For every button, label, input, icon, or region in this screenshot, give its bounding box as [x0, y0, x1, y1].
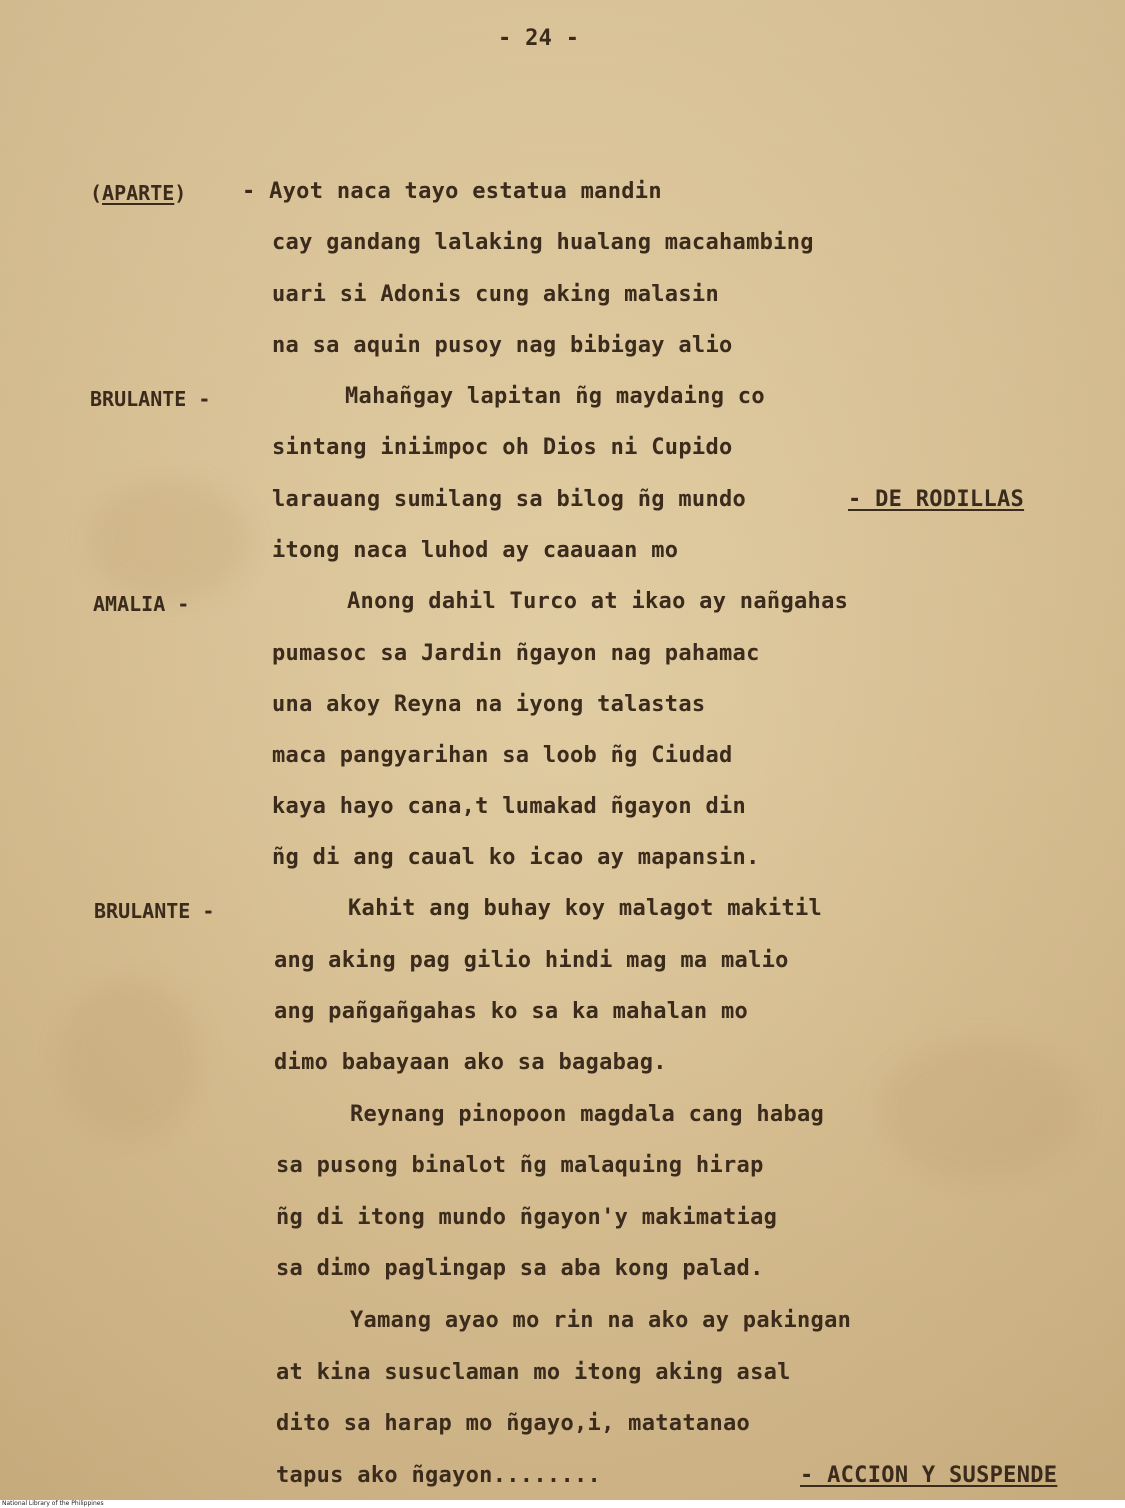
verse-line: cay gandang lalaking hualang macahambing	[272, 230, 814, 255]
verse-line: ang aking pag gilio hindi mag ma malio	[274, 948, 789, 973]
verse-line: dito sa harap mo ñgayo,i, matatanao	[276, 1411, 751, 1436]
verse-line: at kina susuclaman mo itong aking asal	[276, 1360, 791, 1385]
paper-stain	[60, 980, 200, 1140]
verse-line: tapus ako ñgayon........	[276, 1463, 602, 1488]
verse-line: kaya hayo cana,t lumakad ñgayon din	[272, 794, 747, 819]
verse-line: dimo babayaan ako sa bagabag.	[274, 1050, 667, 1075]
speaker-name: BRULANTE -	[94, 899, 215, 923]
speaker-name: AMALIA -	[93, 592, 190, 616]
verse-line: Reynang pinopoon magdala cang habag	[350, 1102, 825, 1127]
page-number: - 24 -	[498, 26, 580, 51]
verse-line: ñg di itong mundo ñgayon'y makimatiag	[276, 1205, 778, 1230]
verse-line: Yamang ayao mo rin na ako ay pakingan	[350, 1308, 852, 1333]
verse-line: Mahañgay lapitan ñg maydaing co	[345, 384, 765, 409]
footer-bar	[0, 1500, 1125, 1508]
verse-line: sintang iniimpoc oh Dios ni Cupido	[272, 435, 733, 460]
footer-credit: National Library of the Philippines	[2, 1500, 104, 1507]
speaker-name: BRULANTE -	[90, 387, 211, 411]
stage-direction: - ACCION Y SUSPENDE	[800, 1463, 1058, 1488]
verse-line: Kahit ang buhay koy malagot makitil	[348, 896, 823, 921]
verse-line: larauang sumilang sa bilog ñg mundo	[272, 487, 747, 512]
verse-line: una akoy Reyna na iyong talastas	[272, 692, 706, 717]
verse-line: uari si Adonis cung aking malasin	[272, 282, 719, 307]
verse-line: na sa aquin pusoy nag bibigay alio	[272, 333, 733, 358]
speaker-aparte-underlined: APARTE	[102, 181, 175, 205]
verse-line: pumasoc sa Jardin ñgayon nag pahamac	[272, 641, 760, 666]
verse-line: itong naca luhod ay caauaan mo	[272, 538, 679, 563]
paper-stain	[90, 480, 250, 600]
verse-line: Anong dahil Turco at ikao ay nañgahas	[347, 589, 849, 614]
verse-line: sa dimo paglingap sa aba kong palad.	[276, 1256, 764, 1281]
verse-line: - Ayot naca tayo estatua mandin	[242, 179, 662, 204]
verse-line: ang pañgañgahas ko sa ka mahalan mo	[274, 999, 749, 1024]
stage-direction: - DE RODILLAS	[848, 487, 1025, 512]
verse-line: ñg di ang caual ko icao ay mapansin.	[272, 845, 760, 870]
paper-stain	[880, 1040, 1080, 1180]
verse-line: maca pangyarihan sa loob ñg Ciudad	[272, 743, 733, 768]
verse-line: sa pusong binalot ñg malaquing hirap	[276, 1153, 764, 1178]
speaker-aparte: (APARTE)	[90, 181, 187, 205]
